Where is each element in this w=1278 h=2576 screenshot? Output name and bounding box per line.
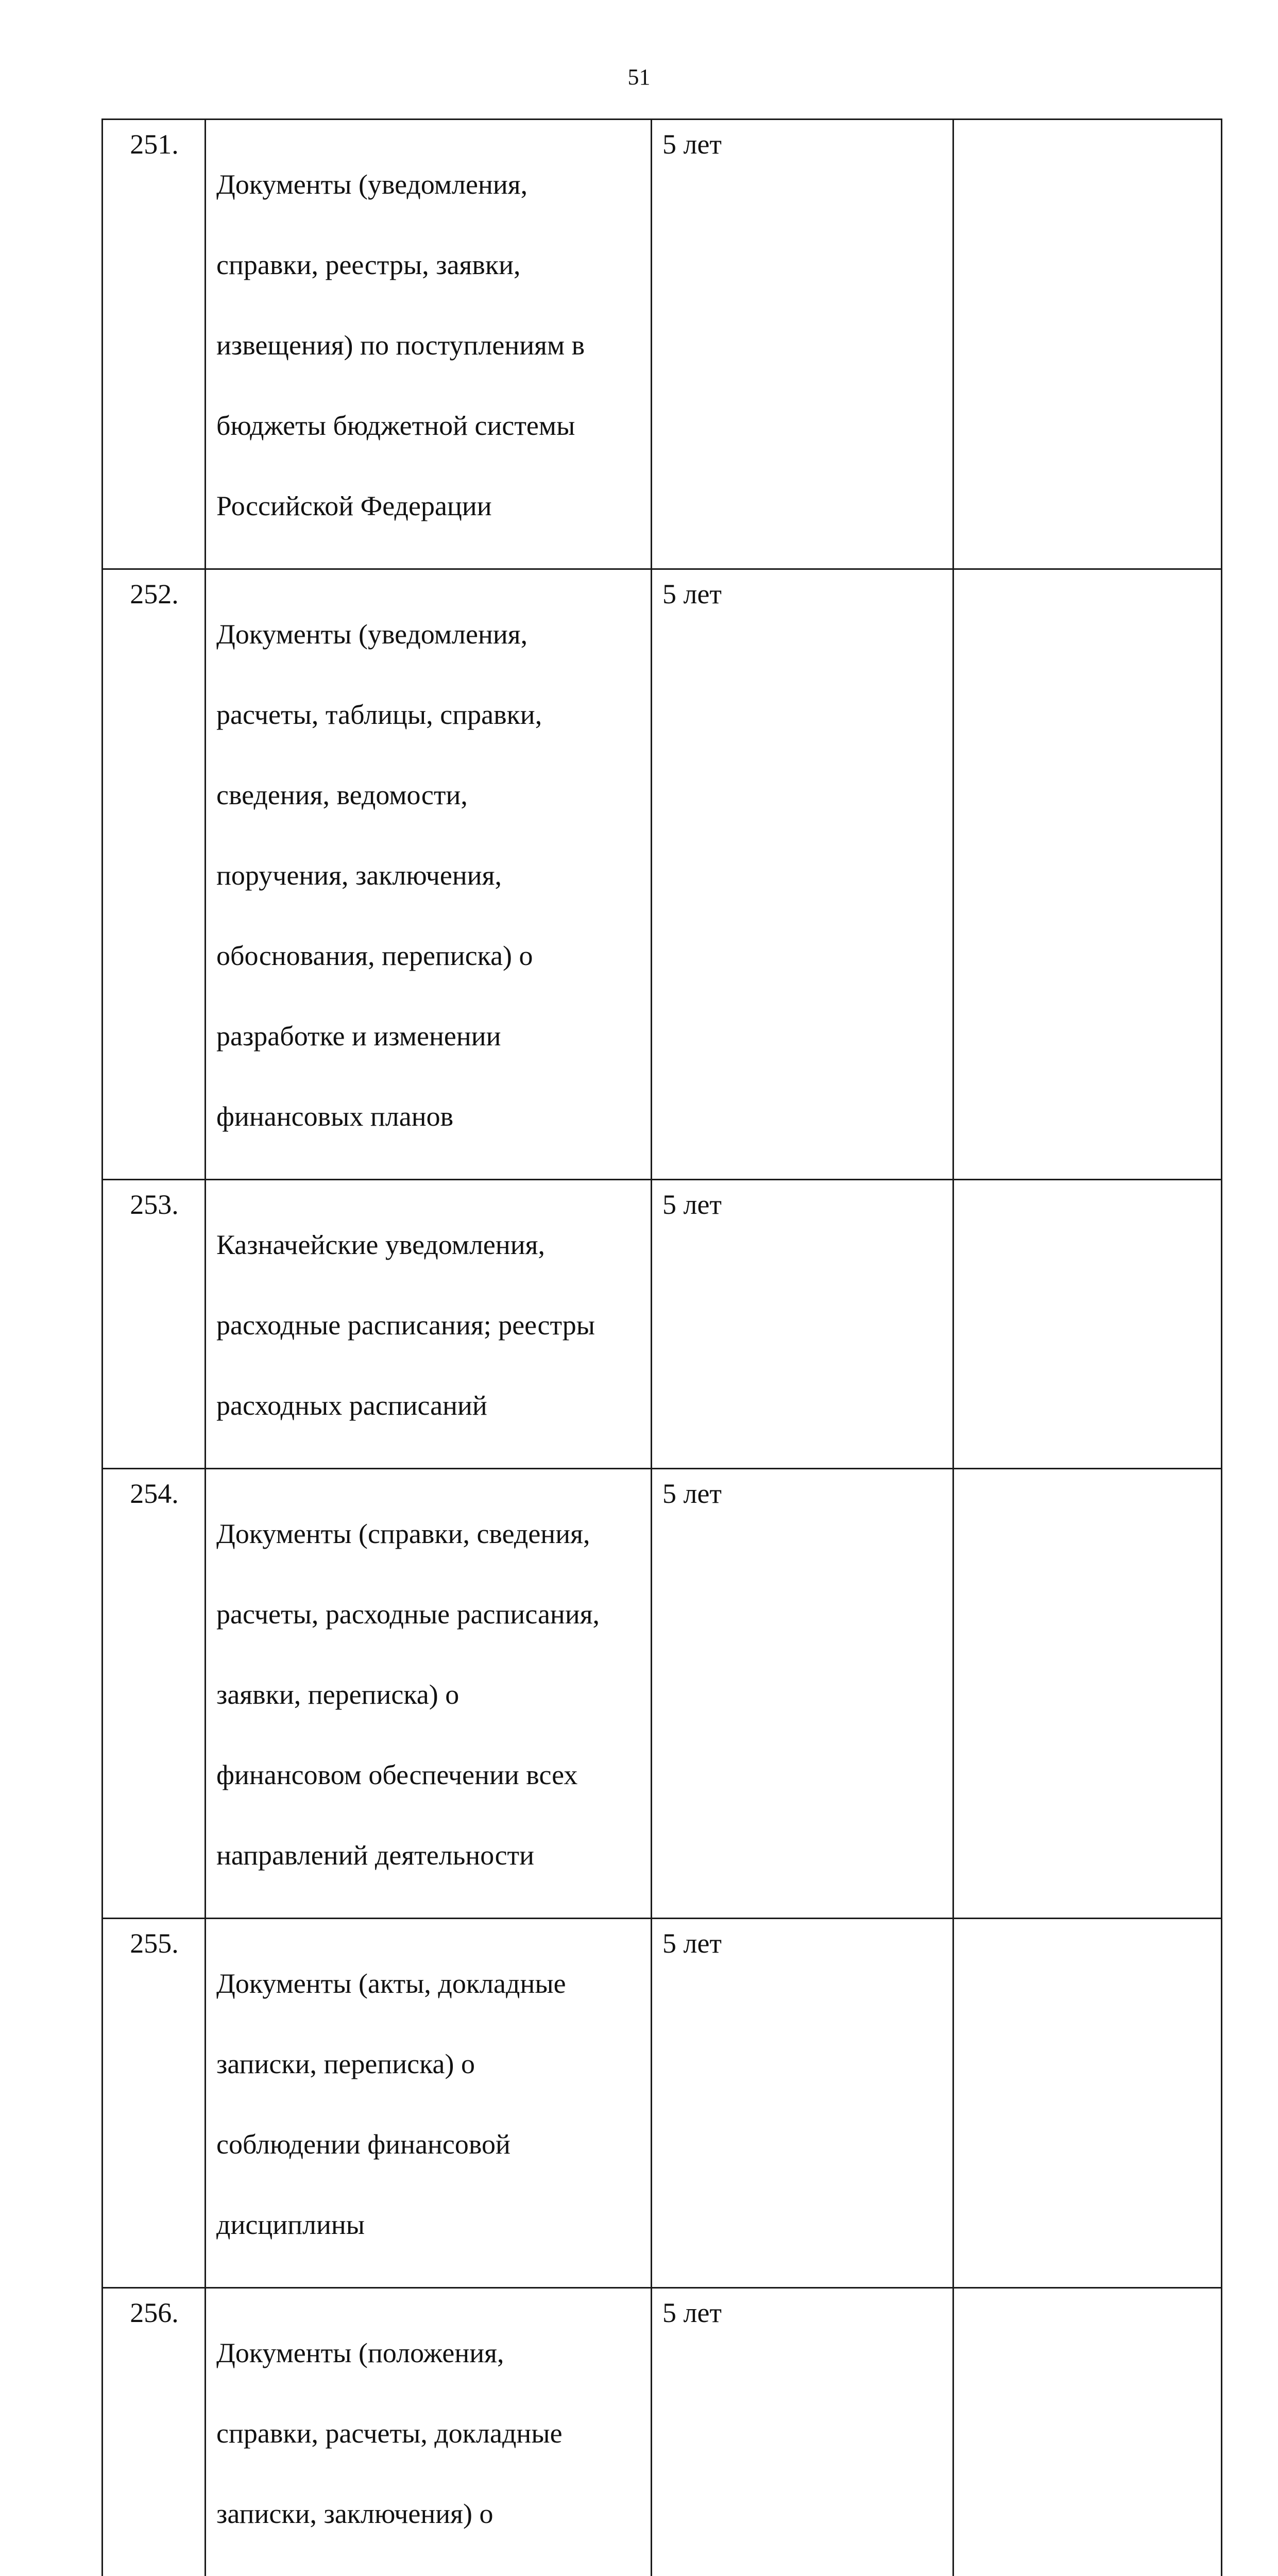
note-cell (953, 1180, 1222, 1469)
retention-term: 5 лет (652, 1919, 953, 2288)
description-line (216, 2574, 641, 2576)
document-description (206, 2288, 652, 2576)
note-cell (953, 569, 1222, 1180)
retention-term: 5 лет (652, 569, 953, 1180)
description-line: справки, расчеты, докладные (216, 2413, 641, 2453)
table-row (103, 120, 1222, 569)
description-line: поручения, заключения, (216, 855, 641, 895)
description-line: справки, реестры, заявки, (216, 245, 641, 285)
description-line: расчеты, таблицы, справки, (216, 694, 641, 735)
description-line: финансовом обеспечении всех (216, 1755, 641, 1795)
description-line: расчеты, расходные расписания, (216, 1594, 641, 1634)
row-number: 252. (103, 569, 206, 1180)
description-line: заявки, переписка) о (216, 1674, 641, 1715)
description-line: разработке и изменении (216, 1016, 641, 1056)
note-cell (953, 120, 1222, 569)
table-row (103, 1919, 1222, 2288)
description-line: Документы (уведомления, (216, 614, 641, 654)
document-description (206, 1919, 652, 2288)
description-line: сведения, ведомости, (216, 775, 641, 815)
description-line: записки, заключения) о (216, 2494, 641, 2534)
row-number: 254. (103, 1469, 206, 1919)
row-number: 253. (103, 1180, 206, 1469)
description-line: записки, переписка) о (216, 2044, 641, 2084)
retention-term: 5 лет (652, 1469, 953, 1919)
retention-table (101, 118, 1222, 2576)
description-line: расходные расписания; реестры (216, 1305, 641, 1345)
note-cell (953, 2288, 1222, 2576)
row-number: 255. (103, 1919, 206, 2288)
document-description (206, 1469, 652, 1919)
description-line: Казначейские уведомления, (216, 1225, 641, 1265)
description-line: бюджеты бюджетной системы (216, 405, 641, 446)
retention-term: 5 лет (652, 1180, 953, 1469)
description-line: Российской Федерации (216, 486, 641, 526)
description-line: расходных расписаний (216, 1385, 641, 1426)
description-line: соблюдении финансовой (216, 2124, 641, 2164)
note-cell (953, 1919, 1222, 2288)
table-row (103, 569, 1222, 1180)
row-number: 256. (103, 2288, 206, 2576)
description-line: Документы (справки, сведения, (216, 1514, 641, 1554)
description-line: Документы (акты, докладные (216, 1963, 641, 2004)
table-row (103, 1180, 1222, 1469)
retention-table-body (103, 120, 1222, 2576)
description-line: Документы (положения, (216, 2333, 641, 2373)
page-number: 51 (0, 63, 1278, 92)
table-row (103, 1469, 1222, 1919)
table-row (103, 2288, 1222, 2576)
document-description (206, 1180, 652, 1469)
description-line: извещения) по поступлениям в (216, 325, 641, 365)
description-line: Документы (уведомления, (216, 164, 641, 205)
document-description (206, 120, 652, 569)
row-number: 251. (103, 120, 206, 569)
description-line: дисциплины (216, 2205, 641, 2245)
description-line: финансовых планов (216, 1096, 641, 1137)
description-line: обоснования, переписка) о (216, 936, 641, 976)
retention-term: 5 лет (652, 120, 953, 569)
retention-term: 5 лет (652, 2288, 953, 2576)
description-line: направлений деятельности (216, 1835, 641, 1875)
document-description (206, 569, 652, 1180)
note-cell (953, 1469, 1222, 1919)
